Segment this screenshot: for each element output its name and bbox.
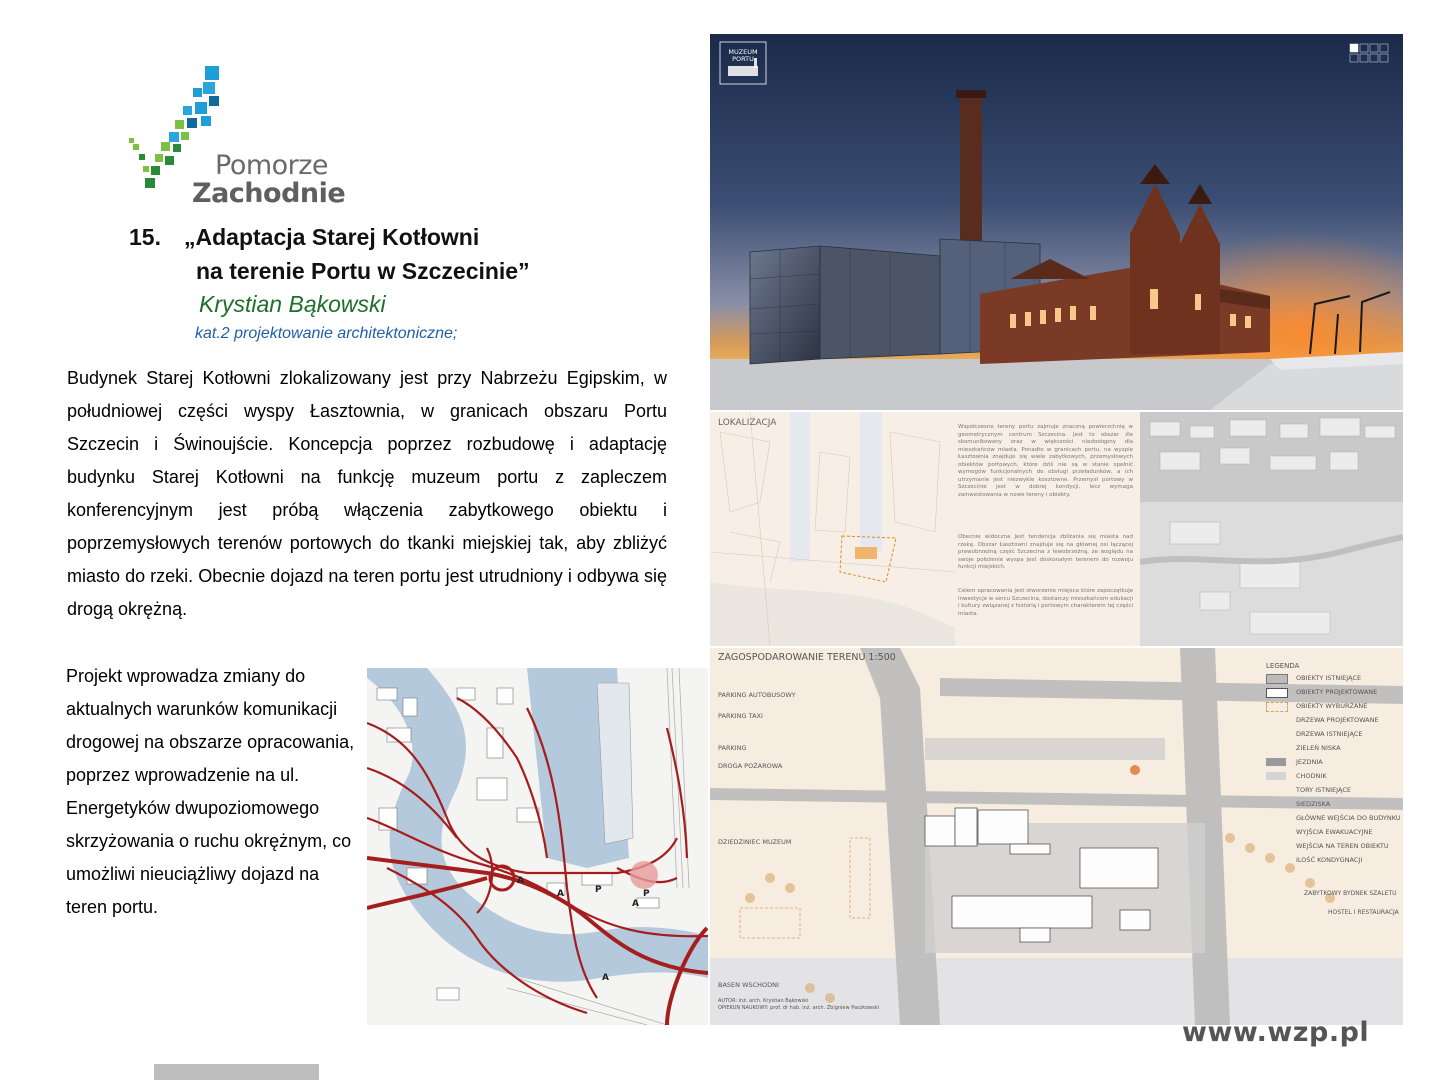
legend-item: JEZDNIA (1296, 758, 1323, 766)
render-drawing (710, 34, 1403, 410)
project-title-line1: „Adaptacja Starej Kotłowni (184, 224, 480, 250)
aerial-3d-model (1140, 412, 1403, 646)
lokalizacja-heading: LOKALIZACJA (718, 418, 777, 428)
label-dziedziniec-muzeum: DZIEDZINIEC MUZEUM (718, 838, 792, 846)
legend-item: OBIEKTY PROJEKTOWANE (1296, 688, 1378, 696)
author-name: Krystian Bąkowski (199, 291, 386, 317)
location-plan (710, 412, 955, 646)
lokalizacja-paragraph-1: Współczesne tereny portu zajmuje znaczną powierzchnię w geometrycznym centrum Szczecina. Jest to obszar źle skomunikowany oraz w większości niedostępny dla mieszkańców miasta. Ponadto w granicach portu, na wyspie Łasztownia znajduje się wiele zabytkowych, przemysłowych obiektów portowych, które dziś nie są w stanie spełnić wymogów funkcjonalnych do obsługi przeładunków, a ich utrzymanie jest niezwykle kosztowne. Przemysł portowy w Szczecinie jest w dobrej kondycji, lecz wymaga zainwestowania w nowe tereny i obiekty. (958, 424, 1133, 498)
project-title-line2: na terenie Portu w Szczecinie” (196, 258, 530, 284)
legend-item: CHODNIK (1296, 772, 1327, 780)
site-plan-panel (710, 648, 1403, 1025)
legend-item: WEJŚCIA NA TEREN OBIEKTU (1296, 842, 1389, 850)
legend-swatch (1266, 674, 1288, 684)
logo-text-pomorze: Pomorze (215, 150, 329, 181)
map-marker-p: P (643, 889, 650, 899)
note-szalet: ZABYTKOWY BYDNEK SZALETU (1304, 890, 1397, 897)
website-url[interactable]: www.wzp.pl (1182, 1017, 1370, 1048)
description-paragraph: Budynek Starej Kotłowni zlokalizowany jest przy Nabrzeżu Egipskim, w południowej części wyspy Łasztownia, w granicach obszaru Portu Szczecin i Świnoujście. Koncepcja poprzez rozbudowę i adaptację budynku Starej Kotłowni na funkcję muzeum portu z zapleczem konferencyjnym jest próbą włączenia zabytkowego obiektu i poprzemysłowych terenów portowych do tkanki miejskiej tak, aby zbliżyć miasto do rzeki. Obecnie dojazd na teren portu jest utrudniony i odbywa się drogą okrężną. (67, 368, 667, 619)
label-parking-taxi: PARKING TAXI (718, 712, 763, 720)
map-marker-a: A (602, 973, 609, 983)
legend-item: GŁÓWNE WEJŚCIA DO BUDYNKU (1296, 814, 1401, 822)
legend-swatch (1266, 702, 1288, 712)
legend-swatch (1266, 758, 1286, 766)
label-parking: PARKING (718, 744, 747, 752)
legend-item: WYJŚCIA EWAKUACYJNE (1296, 828, 1373, 836)
museum-badge-line2: PORTU (732, 55, 754, 63)
legend-swatch (1266, 772, 1286, 780)
legend-item: OBIEKTY ISTNIEJĄCE (1296, 674, 1362, 682)
map-marker-a: A (557, 889, 564, 899)
logo-text-zachodnie: Zachodnie (192, 178, 346, 209)
author-credit-line1: AUTOR: inż. arch. Krystian Bąkowski (718, 998, 809, 1004)
map-marker-a: A (632, 899, 639, 909)
lokalizacja-panel (710, 412, 1403, 646)
building-render (710, 34, 1403, 410)
note-hostel: HOSTEL I RESTAURACJA (1328, 909, 1399, 916)
lokalizacja-paragraph-3: Celem opracowania jest stworzenie miejsca które zapoczątkuje inwestycje w sercu Szczecina, dostarczy mieszkańcom edukacji i kultury związanej z historią i portowym charakterem tej części miasta. (958, 588, 1134, 617)
site-plan-heading: ZAGOSPODAROWANIE TERENU 1:500 (718, 652, 896, 663)
map-marker-p: P (595, 885, 602, 895)
author-credit-line2: OPIEKUN NAUKOWY: prof. dr hab. inż. arch. Zbigniew Paszkowski (718, 1005, 880, 1011)
legend-item: OBIEKTY WYBURZANE (1296, 702, 1368, 710)
map-marker-a: A (517, 876, 524, 886)
logo-pixel-mark (129, 66, 219, 188)
road-network-map (367, 668, 708, 1025)
project-number: 15. (129, 224, 161, 250)
legend-swatch (1266, 688, 1288, 698)
label-parking-autobusowy: PARKING AUTOBUSOWY (718, 691, 796, 699)
project-paragraph: Projekt wprowadza zmiany do aktualnych warunków komunikacji drogowej na obszarze opracowania, poprzez wprowadzenie na ul. Energetyków dwupoziomowego skrzyżowania o ruchu okrężnym, co umożliwi nieuciążliwy dojazd na teren portu. (66, 666, 355, 917)
legend-title: LEGENDA (1266, 662, 1300, 670)
legend-item: ZIELEŃ NISKA (1296, 744, 1341, 752)
category-label: kat.2 projektowanie architektoniczne; (195, 325, 458, 342)
museum-badge-line1: MUZEUM (728, 48, 758, 56)
legend-item: ILOŚĆ KONDYGNACJI (1296, 856, 1363, 864)
legend-item: DRZEWA PROJEKTOWANE (1296, 716, 1379, 724)
legend-item: TORY ISTNIEJĄCE (1296, 786, 1352, 794)
road-map-drawing (367, 668, 708, 1025)
legend-item: DRZEWA ISTNIEJĄCE (1296, 730, 1363, 738)
lokalizacja-paragraph-2: Obecnie widoczna jest tendencja zbliżania się miasta nad rzekę. Obszar Łasztowni znajduje się na głównej osi łączącej prawobrzeżną część Szczecina z lewobrzeżną, ze względu na swoje położenie wyspa jest doskonałym terenem do rozwoju funkcji miejskich. (958, 534, 1133, 570)
legend-item: SIEDZISKA (1296, 800, 1331, 808)
label-basen-wschodni: BASEN WSCHODNI (718, 981, 779, 989)
label-droga-pozarowa: DROGA POŻAROWA (718, 762, 783, 770)
footer-grey-bar (154, 1064, 319, 1080)
site-plan-legend (1266, 662, 1401, 877)
